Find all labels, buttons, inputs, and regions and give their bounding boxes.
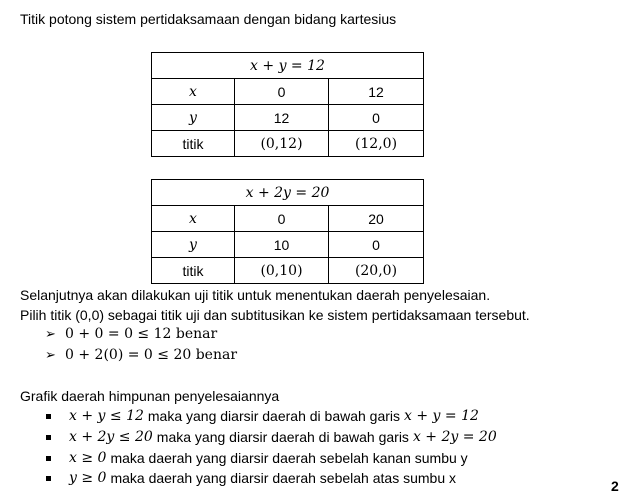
table-row bbox=[152, 206, 424, 232]
paragraph: Selanjutnya akan dilakukan uji titik untuk menentukan daerah penyelesaian. bbox=[20, 287, 491, 303]
table-cell: (20,0) bbox=[329, 258, 424, 284]
intro-heading: Titik potong sistem pertidaksamaan dengan bidang kartesius bbox=[20, 11, 397, 27]
table-row bbox=[152, 79, 424, 105]
square-bullet-icon bbox=[46, 414, 51, 419]
test-text: 0 + 0 = 0 ≤ 12 benar bbox=[65, 326, 218, 342]
table-cell: 0 bbox=[329, 105, 424, 131]
row-label: x bbox=[152, 206, 235, 232]
list-item bbox=[46, 450, 468, 466]
table-cell: 10 bbox=[235, 232, 329, 258]
list-item bbox=[46, 408, 479, 424]
page-number: 2 bbox=[611, 478, 619, 494]
row-label: titik bbox=[152, 131, 235, 157]
table-cell: 12 bbox=[329, 79, 424, 105]
list-item bbox=[45, 347, 237, 363]
table-cell: 0 bbox=[235, 79, 329, 105]
table-cell: 20 bbox=[329, 206, 424, 232]
bullet-text: maka daerah yang diarsir daerah sebelah atas sumbu x bbox=[110, 470, 456, 486]
list-item bbox=[45, 326, 217, 342]
inequality: x + y ≤ 12 bbox=[69, 408, 144, 424]
equation: x + 2y = 20 bbox=[412, 429, 497, 445]
arrow-bullet-icon: ➢ bbox=[45, 326, 56, 341]
row-label: titik bbox=[152, 258, 235, 284]
table-cell: (0,12) bbox=[235, 131, 329, 157]
bullet-text: maka daerah yang diarsir daerah sebelah kanan sumbu y bbox=[110, 450, 468, 466]
square-bullet-icon bbox=[46, 476, 51, 481]
table-cell: 0 bbox=[235, 206, 329, 232]
arrow-bullet-icon: ➢ bbox=[45, 347, 56, 362]
table-cell: (12,0) bbox=[329, 131, 424, 157]
equation: x + y = 12 bbox=[404, 408, 479, 424]
inequality: x + 2y ≤ 20 bbox=[69, 429, 153, 445]
table-cell: (0,10) bbox=[235, 258, 329, 284]
table-title: x + y = 12 bbox=[152, 53, 424, 79]
table-x-plus-y bbox=[151, 52, 424, 157]
table-cell: 12 bbox=[235, 105, 329, 131]
table-row bbox=[152, 105, 424, 131]
square-bullet-icon bbox=[46, 456, 51, 461]
paragraph: Pilih titik (0,0) sebagai titik uji dan subtitusikan ke sistem pertidaksamaan tersebut. bbox=[20, 307, 530, 323]
table-cell: 0 bbox=[329, 232, 424, 258]
test-text: 0 + 2(0) = 0 ≤ 20 benar bbox=[65, 347, 238, 363]
inequality: x ≥ 0 bbox=[69, 450, 107, 466]
table-row bbox=[152, 258, 424, 284]
table-row bbox=[152, 232, 424, 258]
row-label: y bbox=[152, 232, 235, 258]
section-heading: Grafik daerah himpunan penyelesaiannya bbox=[20, 388, 280, 404]
inequality: y ≥ 0 bbox=[69, 470, 107, 486]
row-label: x bbox=[152, 79, 235, 105]
list-item bbox=[46, 429, 497, 445]
square-bullet-icon bbox=[46, 435, 51, 440]
list-item bbox=[46, 470, 456, 486]
row-label: y bbox=[152, 105, 235, 131]
table-title: x + 2y = 20 bbox=[152, 180, 424, 206]
bullet-text: maka yang diarsir daerah di bawah garis bbox=[156, 429, 409, 445]
table-x-plus-2y bbox=[151, 179, 424, 284]
bullet-text: maka yang diarsir daerah di bawah garis bbox=[147, 408, 401, 424]
table-row bbox=[152, 131, 424, 157]
